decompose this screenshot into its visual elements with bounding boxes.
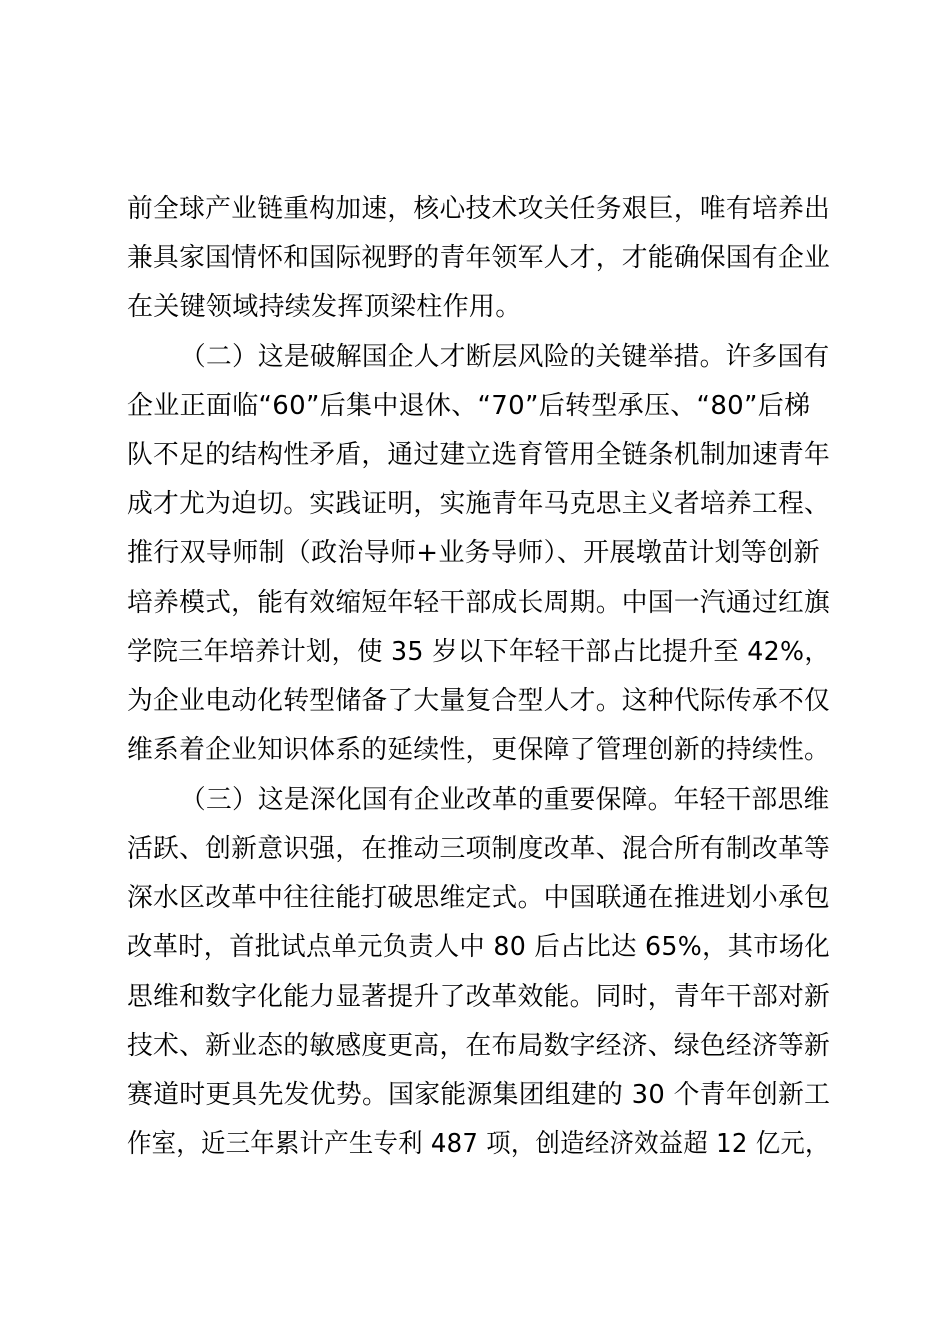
paragraph-line-7: 成才尤为迫切。实践证明，实施青年马克思主义者培养工程、: [127, 489, 831, 519]
paragraph-line-10: 学院三年培养计划，使 35 岁以下年轻干部占比提升至 42%，: [127, 637, 830, 667]
paragraph-line-3: 在关键领域持续发挥顶梁柱作用。: [127, 292, 522, 322]
paragraph-line-17: 思维和数字化能力显著提升了改革效能。同时，青年干部对新: [127, 982, 831, 1012]
paragraph-line-9: 培养模式，能有效缩短年轻干部成长周期。中国一汽通过红旗: [127, 588, 831, 618]
paragraph-line-16: 改革时，首批试点单元负责人中 80 后占比达 65%，其市场化: [127, 932, 830, 962]
paragraph-line-5: 企业正面临“60”后集中退休、“70”后转型承压、“80”后梯: [127, 391, 811, 421]
paragraph-line-19: 赛道时更具先发优势。国家能源集团组建的 30 个青年创新工: [127, 1080, 831, 1110]
paragraph-line-2: 兼具家国情怀和国际视野的青年领军人才，才能确保国有企业: [127, 243, 831, 273]
paragraph-line-15: 深水区改革中往往能打破思维定式。中国联通在推进划小承包: [127, 883, 831, 913]
paragraph-line-18: 技术、新业态的敏感度更高，在布局数字经济、绿色经济等新: [127, 1031, 831, 1061]
paragraph-line-20: 作室，近三年累计产生专利 487 项，创造经济效益超 12 亿元，: [127, 1129, 830, 1159]
paragraph-line-6: 队不足的结构性矛盾，通过建立选育管用全链条机制加速青年: [127, 440, 831, 470]
paragraph-line-8: 推行双导师制（政治导师+业务导师）、开展墩苗计划等创新: [127, 538, 820, 568]
section-heading-3: （三）这是深化国有企业改革的重要保障。年轻干部思维: [180, 785, 830, 815]
paragraph-line-12: 维系着企业知识体系的延续性，更保障了管理创新的持续性。: [127, 735, 831, 765]
paragraph-line-14: 活跃、创新意识强，在推动三项制度改革、混合所有制改革等: [127, 834, 831, 864]
section-heading-2: （二）这是破解国企人才断层风险的关键举措。许多国有: [180, 342, 830, 372]
paragraph-line-1: 前全球产业链重构加速，核心技术攻关任务艰巨，唯有培养出: [127, 194, 831, 224]
paragraph-line-11: 为企业电动化转型储备了大量复合型人才。这种代际传承不仅: [127, 686, 831, 716]
